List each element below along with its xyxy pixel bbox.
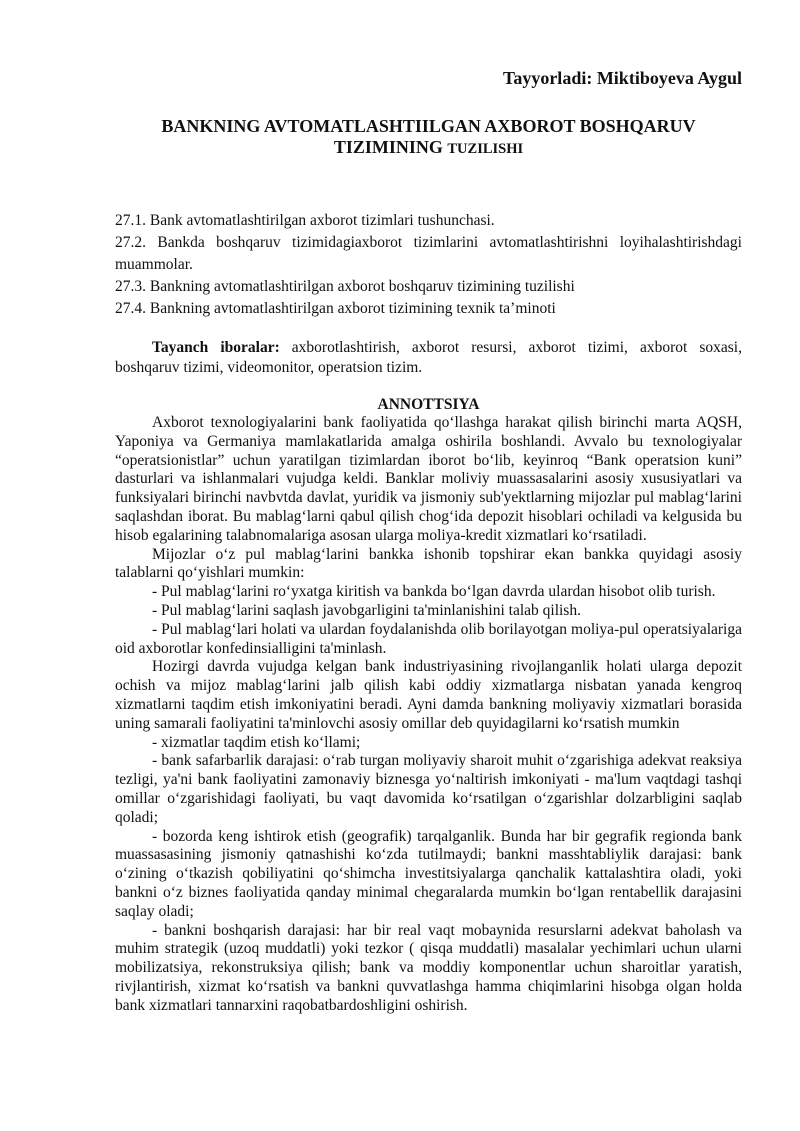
document-title — [115, 116, 742, 160]
list-item: - Pul mablag‘lari holati va ulardan foydalanishda olib borilayotgan moliya-pul operatsiyalariga oid axborotlar konfedinsialligini ta'minlash. — [115, 620, 742, 657]
list-item: - Pul mablag‘larini saqlash javobgarligini ta'minlanishini talab qilish. — [152, 601, 581, 619]
keywords-text: axborotlashtirish, axborot resursi, axborot tizimi, axborot soxasi, boshqaruv tizimi, videomonitor, operatsion tizim. — [115, 339, 742, 376]
title-line-2-small: TUZILISHI — [447, 141, 524, 157]
list-item: - bank safarbarlik darajasi: o‘rab turgan moliyaviy sharoit muhit o‘zgarishiga adekvat reaksiya tezligi, ya'ni bank faoliyatini zamonaviy biznesga yo‘naltirish imkoniyati - ma'lum vaqtdagi tashqi omillar o‘zgarishidagi faoliyati, bu vaqt davomida ko‘rsatilgan o‘zgarishlar dolzarbligini saqlab qoladi; — [115, 752, 742, 826]
toc-item: 27.2. Bankda boshqaruv tizimidagiaxborot tizimlarini avtomatlashtirishni loyihalashtirishdagi muammolar. — [115, 234, 742, 273]
annotation-body — [115, 414, 742, 1016]
author-line: Tayyorladi: Miktiboyeva Aygul — [502, 68, 742, 88]
title-line-1: BANKNING AVTOMATLASHTIILGAN AXBOROT BOSHQARUV — [161, 116, 696, 136]
table-of-contents — [115, 210, 742, 320]
toc-item: 27.3. Bankning avtomatlashtirilgan axborot boshqaruv tizimining tuzilishi — [115, 278, 575, 295]
body-paragraph: Mijozlar o‘z pul mablag‘larini bankka ishonib topshirar ekan bankka quyidagi asosiy talablarni qo‘yishlari mumkin: — [115, 545, 742, 582]
toc-item: 27.4. Bankning avtomatlashtirilgan axborot tizimining texnik ta’minoti — [115, 300, 556, 317]
title-line-2 — [115, 137, 742, 160]
list-item: - bozorda keng ishtirok etish (geografik) tarqalganlik. Bunda har bir gegrafik regionda bank muassasasining jismoniy qatnashishi ko‘zda tutilmaydi; bankni masshtabliylik darajasi: bank o‘zining o‘tkazish qobiliyatini qo‘shimcha investitsiyalarga qanchalik kattalashtira oladi, yoki bankni o‘z biznes faoliyatida qanday minimal chegaralarda mumkin bo‘lgan rentabellik darajasini saqlay oladi; — [115, 827, 742, 920]
list-item: - xizmatlar taqdim etish ko‘llami; — [152, 733, 361, 751]
list-item: - Pul mablag‘larini ro‘yxatga kiritish va bankda bo‘lgan davrda ulardan hisobot olib turish. — [152, 583, 716, 601]
keywords-paragraph — [115, 338, 742, 378]
title-line-2-main: TIZIMINING — [333, 137, 443, 157]
body-paragraph: Hozirgi davrda vujudga kelgan bank industriyasining rivojlanganlik holati ularga depozit ochish va mijoz mablag‘larini jalb qilish kabi oddiy xizmatlarga nisbatan yanada kengroq xizmatlarni taqdim etish imkoniyatini beradi. Ayni damda bankning moliyaviy xizmatlari borasida uning samarali faoliyatini ta'minlovchi asosiy omillar deb quyidagilarni ko‘rsatish mumkin — [115, 658, 742, 732]
annotation-heading: ANNOTTSIYA — [377, 396, 480, 413]
keywords-label: Tayanch iboralar: — [152, 339, 280, 356]
toc-item: 27.1. Bank avtomatlashtirilgan axborot tizimlari tushunchasi. — [115, 212, 495, 229]
body-paragraph: Axborot texnologiyalarini bank faoliyatida qo‘llashga harakat qilish birinchi marta AQSH, Yaponiya va Germaniya mamlakatlarida amalga oshirila boshlandi. Avvalo bu texnologiyalar “operatsionistlar” uchun yaratilgan tizimlardan iborot bo‘lib, keyinroq “Bank operatsion kuni” dasturlari va ishlanmalari vujudga keldi. Banklar moliviy muassasalarini asosiy xususiyatlari va funksiyalari birinchi navbvtda davlat, yuridik va jismoniy sub'yektlarning mijozlar pul mablag‘larini saqlashdan iborat. Bu mablag‘larni qabul qilish chog‘ida depozit hisoblari ochiladi va kelgusida bu hisob egalarining talabnomalariga asosan ularga moliya-kredit xizmatlari ko‘rsatiladi. — [115, 414, 742, 544]
list-item: - bankni boshqarish darajasi: har bir real vaqt mobaynida resurslarni adekvat baholash va muhim strategik (uzoq muddatli) yoki tezkor ( qisqa muddatli) masalalar yechimlari uchun ularni mobilizatsiya, rekonstruksiya qilish; bank va moddiy komponentlar uchun sharoitlar yaratish, rivjlantirish, xizmat ko‘rsatish va bankni quvvatlashga hamma chiqimlarini hisobga olgan holda bank xizmatlari tannarxini raqobatbardoshligini oshirish. — [115, 921, 742, 1014]
